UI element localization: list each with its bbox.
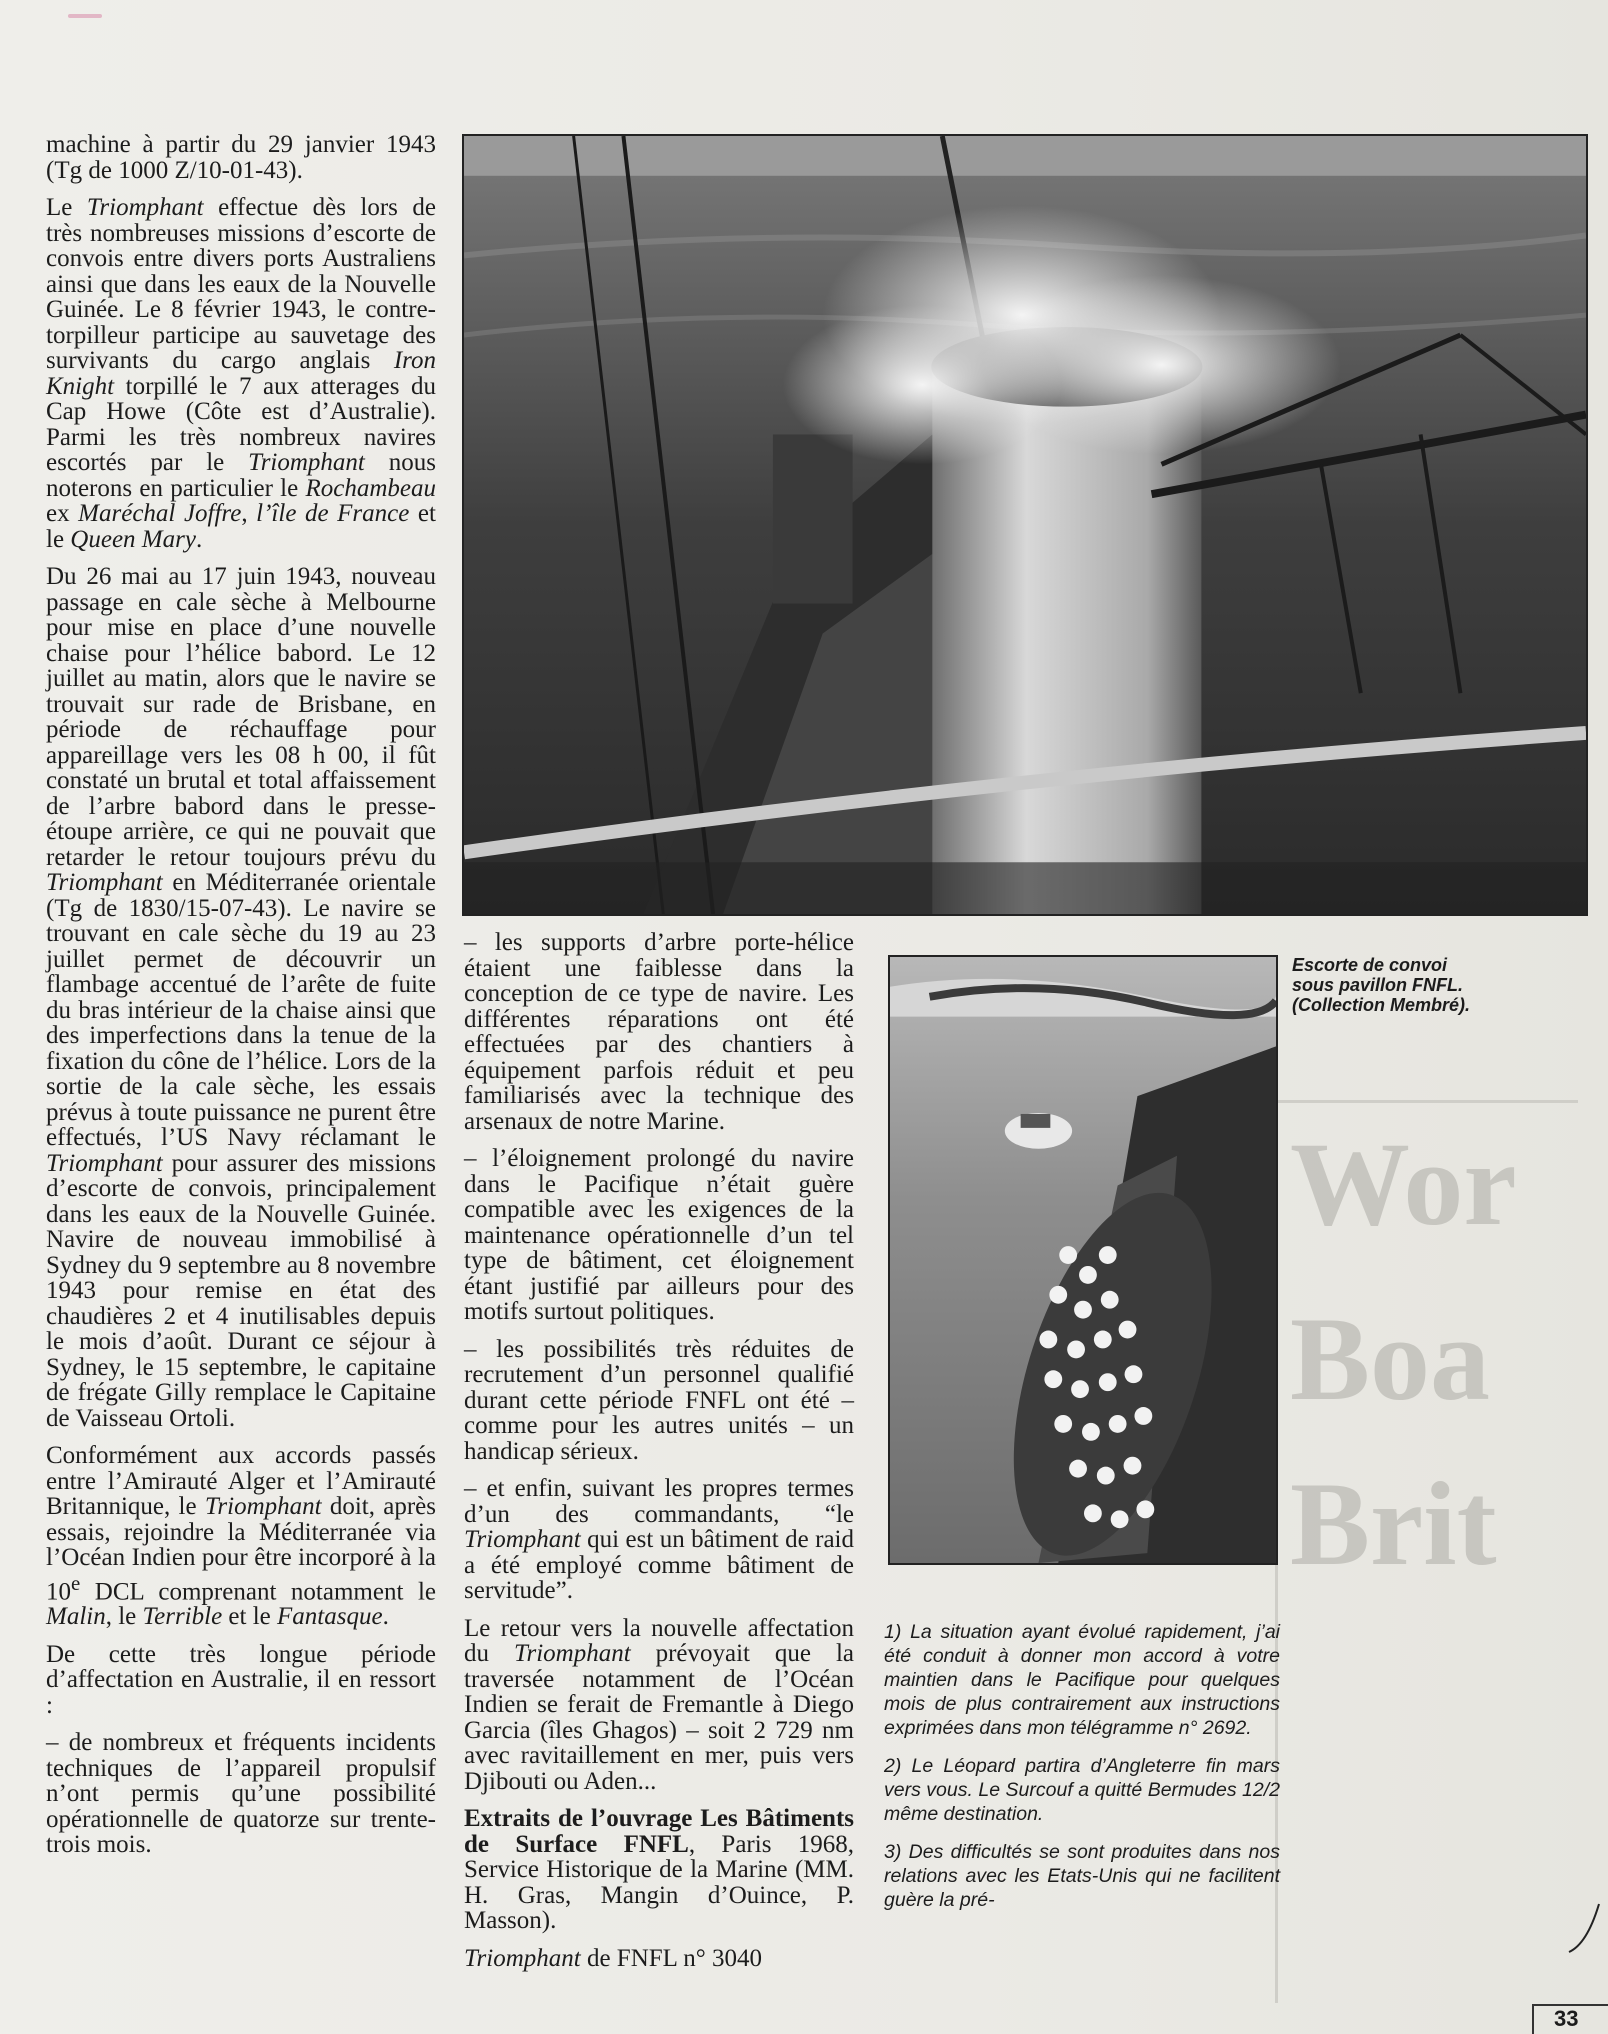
troop-boat-photo-illustration xyxy=(890,957,1276,1563)
ship-name: Triomphant xyxy=(464,1526,581,1553)
ship-name: Iron Knight xyxy=(46,347,436,400)
ship-name: Triomphant xyxy=(46,869,163,896)
destroyer-deck-photo-illustration xyxy=(464,136,1586,914)
paragraph: – l’éloignement prolongé du navire dans le Pacifique n’était guère compatible avec les exigences de la maintenance opérationnelle d’un tel type de bâtiment, cet éloignement étant justifié par ailleurs pour des motifs surtout politiques. xyxy=(464,1145,854,1325)
footnotes xyxy=(884,1620,1280,1926)
text-column-middle xyxy=(464,930,854,1983)
footnote: 3) Des difficultés se sont produites dans nos relations avec les Etats-Unis qui ne facilitent guère la pré- xyxy=(884,1841,1280,1911)
ink-mark xyxy=(68,14,102,18)
paragraph: Le retour vers la nouvelle affectation du Triomphant prévoyait que la traversée notamment de l’Océan Indien se ferait de Fremantle à Diego Garcia (îles Ghagos) – soit 2 729 nm avec ravitaillement en mer, puis vers Djibouti ou Aden... xyxy=(464,1614,854,1795)
paragraph: Conformément aux accords passés entre l’Amirauté Alger et l’Amirauté Britannique, le Triomphant doit, après essais, rejoindre la Méditerranée via l’Océan Indien pour être incorporé à la 10e DCL comprenant notamment le Malin, le Terrible et le Fantasque. xyxy=(46,1442,437,1631)
paragraph: – les possibilités très réduites de recrutement d’un personnel qualifié durant cette période FNFL ont été – comme pour les autres unités – un handicap sérieux. xyxy=(464,1335,854,1465)
ship-name: Rochambeau xyxy=(305,474,436,502)
paragraph: Du 26 mai au 17 juin 1943, nouveau passage en cale sèche à Melbourne pour mise en place d’une nouvelle chaise pour l’hélice babord. Le 12 juillet au matin, alors que le navire se trouvait sur rade de Brisbane, en période de réchauffage pour appareillage vers les 08 h 00, il fût constaté un brutal et total affaissement de l’arbre babord dans le presse-étoupe arrière, ce qui ne pouvait que retarder le retour toujours prévu du Triomphant en Méditerranée orientale (Tg de 1830/15-07-43). Le navire se trouvant en cale sèche du 19 au 23 juillet permet de découvrir un flambage accentué de l’arête de fuite du bras intérieur de la chaise ainsi que des imperfections dans la tenue de la fixation du cône de l’hélice. Lors de la sortie de la cale sèche, les essais prévus à toute puissance ne purent être effectués, l’US Navy réclamant le Triomphant pour assurer des missions d’escorte de convois, principalement dans les eaux de la Nouvelle Guinée. Navire de nouveau immobilisé à Sydney du 9 septembre au 8 novembre 1943 pour remise en état des chaudières 2 et 4 inutilisables depuis le mois d’août. Durant ce séjour à Sydney, le 15 septembre, le capitaine de frégate Gilly remplace le Capitaine de Vaisseau Ortoli. xyxy=(46,563,436,1432)
source-citation: Extraits de l’ouvrage Les Bâtiments de Surface FNFL, Paris 1968, Service Historique de la Marine (MM. H. Gras, Mangin d’Ouince, P. Masson). xyxy=(464,1805,854,1934)
paragraph: – les supports d’arbre porte-hélice étaient une faiblesse dans la conception de ce type de navire. Les différentes réparations ont été effectuées par des chantiers à équipement parfois réduit et peu familiarisés avec la technique des arsenaux de notre Marine. xyxy=(464,929,854,1135)
paragraph: machine à partir du 29 janvier 1943 (Tg de 1000 Z/10-01-43). xyxy=(46,131,436,184)
footnote: 1) La situation ayant évolué rapidement, j’ai été conduit à donner mon accord à votre maintien dans le Pacifique pour quelques mois de plus contrairement aux instructions exprimées dans mon télégramme n° 2692. xyxy=(884,1621,1280,1739)
pen-tick-mark xyxy=(1565,1900,1605,1960)
ship-name: Maréchal Joffre xyxy=(78,500,242,527)
ship-name: l’île de France xyxy=(256,500,410,527)
ship-name: Triomphant xyxy=(248,449,365,476)
troop-boat-photo xyxy=(888,955,1278,1565)
ship-name: Malin xyxy=(46,1603,106,1631)
bleed-through-word: Boa xyxy=(1290,1292,1491,1425)
footnote: 2) Le Léopard partira d’Angleterre fin mars vers vous. Le Surcouf a quitté Bermudes 12/2 même destination. xyxy=(884,1755,1280,1825)
ship-name: Triomphant xyxy=(204,1493,322,1520)
ship-name: Triomphant xyxy=(86,194,204,221)
ship-name: Queen Mary xyxy=(70,525,196,553)
ship-name: Triomphant xyxy=(464,1944,581,1972)
bleed-through-word: Wor xyxy=(1290,1117,1517,1250)
photo-caption: Escorte de convoi sous pavillon FNFL. (Collection Membré). xyxy=(1292,955,1471,1015)
paragraph: – et enfin, suivant les propres termes d’un des commandants, “le Triomphant qui est un bâtiment de raid a été employé comme bâtiment de servitude”. xyxy=(464,1475,854,1604)
bleed-through-word: Brit xyxy=(1290,1457,1497,1590)
text-column-left xyxy=(46,132,436,1870)
destroyer-deck-photo xyxy=(462,134,1588,916)
ship-name: Fantasque xyxy=(277,1603,383,1631)
page-number: 33 xyxy=(1532,2004,1608,2034)
ship-name: Terrible xyxy=(142,1603,223,1631)
paragraph: – de nombreux et fréquents incidents techniques de l’appareil propulsif n’ont permis qu’une possibilité opérationnelle de quatorze sur trente-trois mois. xyxy=(46,1729,436,1859)
ship-name: Triomphant xyxy=(513,1640,631,1667)
paragraph: Le Triomphant effectue dès lors de très nombreuses missions d’escorte de convois entre divers ports Australiens ainsi que dans les eaux de la Nouvelle Guinée. Le 8 février 1943, le contre-torpilleur participe au sauvetage des survivants du cargo anglais Iron Knight torpillé le 7 aux atterages du Cap Howe (Côte est d’Australie). Parmi les très nombreux navires escortés par le Triomphant nous noterons en particulier le Rochambeau ex Maréchal Joffre, l’île de France et le Queen Mary. xyxy=(46,194,437,553)
ship-name: Triomphant xyxy=(46,1149,163,1177)
paragraph: De cette très longue période d’affectation en Australie, il en ressort : xyxy=(46,1640,436,1719)
paragraph: Triomphant de FNFL n° 3040 xyxy=(464,1944,763,1972)
